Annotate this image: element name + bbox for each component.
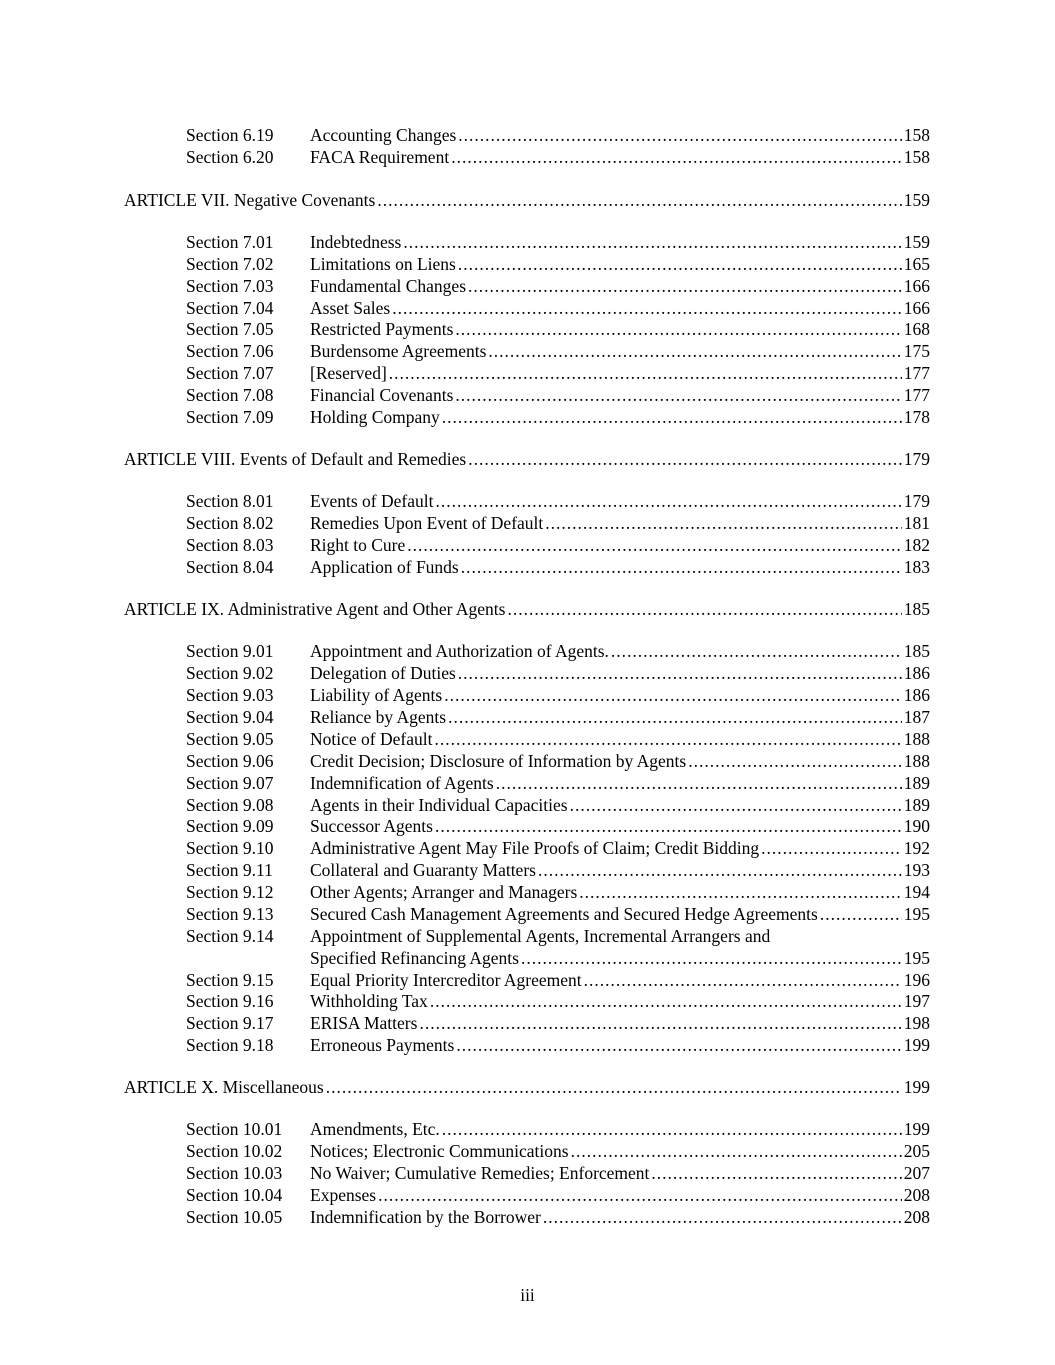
section-number: Section 7.08 bbox=[186, 385, 274, 405]
page-number: 179 bbox=[903, 449, 930, 469]
toc-section-row[interactable] bbox=[186, 1206, 930, 1228]
article-title: ARTICLE VIII. Events of Default and Remedies bbox=[124, 449, 467, 469]
section-title: Limitations on Liens bbox=[310, 254, 456, 274]
section-number: Section 7.07 bbox=[186, 363, 274, 383]
dot-leader bbox=[584, 969, 902, 991]
section-number: Section 6.19 bbox=[186, 125, 274, 145]
section-number: Section 10.02 bbox=[186, 1141, 283, 1161]
section-number: Section 9.18 bbox=[186, 1035, 274, 1055]
section-title: Remedies Upon Event of Default bbox=[310, 513, 544, 533]
toc-section-row[interactable] bbox=[186, 231, 930, 253]
page-number: 195 bbox=[903, 904, 930, 924]
section-number: Section 8.04 bbox=[186, 557, 274, 577]
section-title-continuation: Specified Refinancing Agents bbox=[310, 948, 519, 968]
toc-section-row[interactable] bbox=[186, 1012, 930, 1034]
section-number: Section 9.17 bbox=[186, 1013, 274, 1033]
toc-article-row[interactable] bbox=[124, 598, 930, 620]
page-number: 195 bbox=[903, 948, 930, 968]
section-number: Section 10.04 bbox=[186, 1185, 283, 1205]
toc-section-row[interactable] bbox=[186, 925, 930, 947]
section-title: Successor Agents bbox=[310, 816, 433, 836]
section-title: Asset Sales bbox=[310, 298, 391, 318]
section-number: Section 9.03 bbox=[186, 685, 274, 705]
section-title: Notice of Default bbox=[310, 729, 433, 749]
page-number: 181 bbox=[903, 513, 930, 533]
toc-article-row[interactable] bbox=[124, 448, 930, 470]
section-title: Agents in their Individual Capacities bbox=[310, 795, 568, 815]
dot-leader bbox=[392, 297, 902, 319]
toc-section-row[interactable] bbox=[186, 903, 930, 925]
section-number: Section 9.15 bbox=[186, 970, 274, 990]
toc-section-row[interactable] bbox=[186, 990, 930, 1012]
section-number: Section 7.09 bbox=[186, 407, 274, 427]
dot-leader bbox=[545, 512, 901, 534]
toc-section-row[interactable] bbox=[186, 512, 930, 534]
toc-section-row[interactable] bbox=[186, 1184, 930, 1206]
section-number: Section 8.01 bbox=[186, 491, 274, 511]
dot-leader bbox=[442, 1118, 902, 1140]
toc-section-row[interactable] bbox=[186, 662, 930, 684]
page-number: 186 bbox=[903, 663, 930, 683]
toc-section-row[interactable] bbox=[186, 1118, 930, 1140]
dot-leader bbox=[488, 340, 901, 362]
page-number: 183 bbox=[903, 557, 930, 577]
dot-leader bbox=[461, 556, 902, 578]
toc-section-row[interactable] bbox=[186, 534, 930, 556]
page-number: 196 bbox=[903, 970, 930, 990]
page-number: 178 bbox=[903, 407, 930, 427]
page-number: 197 bbox=[903, 991, 930, 1011]
toc-section-row[interactable] bbox=[186, 684, 930, 706]
section-title: ERISA Matters bbox=[310, 1013, 418, 1033]
page-number: 194 bbox=[903, 882, 930, 902]
toc-section-row[interactable] bbox=[186, 318, 930, 340]
section-number: Section 10.05 bbox=[186, 1207, 283, 1227]
section-title: Equal Priority Intercreditor Agreement bbox=[310, 970, 582, 990]
dot-leader bbox=[507, 598, 901, 620]
section-number: Section 9.11 bbox=[186, 860, 273, 880]
dot-leader bbox=[435, 490, 901, 512]
dot-leader bbox=[378, 1184, 902, 1206]
section-title: Reliance by Agents bbox=[310, 707, 447, 727]
toc-section-row[interactable] bbox=[186, 362, 930, 384]
article-title: ARTICLE VII. Negative Covenants bbox=[124, 190, 376, 210]
dot-leader bbox=[456, 1034, 901, 1056]
page-number: 165 bbox=[903, 254, 930, 274]
section-number: Section 7.06 bbox=[186, 341, 274, 361]
section-number: Section 9.02 bbox=[186, 663, 274, 683]
dot-leader bbox=[496, 772, 902, 794]
dot-leader bbox=[430, 990, 902, 1012]
dot-leader bbox=[543, 1206, 902, 1228]
section-title: Collateral and Guaranty Matters bbox=[310, 860, 536, 880]
dot-leader bbox=[444, 684, 902, 706]
section-title: Financial Covenants bbox=[310, 385, 454, 405]
dot-leader bbox=[377, 189, 901, 211]
dot-leader bbox=[820, 903, 902, 925]
dot-leader bbox=[538, 859, 902, 881]
toc-section-row[interactable] bbox=[186, 1140, 930, 1162]
toc-article-row[interactable] bbox=[124, 189, 930, 211]
section-title: Notices; Electronic Communications bbox=[310, 1141, 569, 1161]
dot-leader bbox=[521, 947, 902, 969]
page-number: 186 bbox=[903, 685, 930, 705]
page-number: 199 bbox=[903, 1119, 930, 1139]
section-number: Section 9.07 bbox=[186, 773, 274, 793]
section-title: Burdensome Agreements bbox=[310, 341, 487, 361]
section-title: Appointment and Authorization of Agents. bbox=[310, 641, 609, 661]
dot-leader bbox=[435, 815, 902, 837]
section-title: Credit Decision; Disclosure of Information by Agents bbox=[310, 751, 687, 771]
page-number: 190 bbox=[903, 816, 930, 836]
toc-section-row[interactable] bbox=[186, 124, 930, 146]
dot-leader bbox=[688, 750, 902, 772]
toc-section-row[interactable] bbox=[186, 253, 930, 275]
dot-leader bbox=[448, 706, 902, 728]
section-number: Section 9.04 bbox=[186, 707, 274, 727]
section-title: Indebtedness bbox=[310, 232, 402, 252]
dot-leader bbox=[434, 728, 901, 750]
toc-section-row[interactable] bbox=[186, 490, 930, 512]
section-number: Section 7.03 bbox=[186, 276, 274, 296]
section-number: Section 9.06 bbox=[186, 751, 274, 771]
toc-section-continuation-row[interactable] bbox=[310, 947, 930, 969]
page-number: 159 bbox=[903, 190, 930, 210]
toc-section-row[interactable] bbox=[186, 815, 930, 837]
page-number: 158 bbox=[903, 125, 930, 145]
section-number: Section 9.12 bbox=[186, 882, 274, 902]
article-title: ARTICLE IX. Administrative Agent and Other Agents bbox=[124, 599, 506, 619]
section-title: Amendments, Etc. bbox=[310, 1119, 440, 1139]
toc-section-row[interactable] bbox=[186, 969, 930, 991]
section-title: Events of Default bbox=[310, 491, 434, 511]
toc-section-row[interactable] bbox=[186, 146, 930, 168]
section-title: [Reserved] bbox=[310, 363, 387, 383]
toc-section-row[interactable] bbox=[186, 1034, 930, 1056]
toc-section-row[interactable] bbox=[186, 859, 930, 881]
toc-section-row[interactable] bbox=[186, 750, 930, 772]
section-title: Expenses bbox=[310, 1185, 377, 1205]
section-number: Section 9.16 bbox=[186, 991, 274, 1011]
page-number: 189 bbox=[903, 795, 930, 815]
dot-leader bbox=[611, 640, 902, 662]
page-number: 208 bbox=[903, 1207, 930, 1227]
page-number: 207 bbox=[903, 1163, 930, 1183]
toc-article-row[interactable] bbox=[124, 1076, 930, 1098]
page-number: 188 bbox=[903, 729, 930, 749]
section-title: Holding Company bbox=[310, 407, 440, 427]
toc-section-row[interactable] bbox=[186, 881, 930, 903]
dot-leader bbox=[455, 384, 901, 406]
section-title: Indemnification of Agents bbox=[310, 773, 494, 793]
dot-leader bbox=[419, 1012, 901, 1034]
dot-leader bbox=[458, 124, 901, 146]
toc-section-row[interactable] bbox=[186, 275, 930, 297]
dot-leader bbox=[389, 362, 902, 384]
dot-leader bbox=[571, 1140, 902, 1162]
page-number: 192 bbox=[903, 838, 930, 858]
article-title: ARTICLE X. Miscellaneous bbox=[124, 1077, 324, 1097]
page-number: 177 bbox=[903, 385, 930, 405]
toc-section-row[interactable] bbox=[186, 728, 930, 750]
page-number: 177 bbox=[903, 363, 930, 383]
dot-leader bbox=[455, 318, 901, 340]
section-title: Right to Cure bbox=[310, 535, 406, 555]
toc-section-row[interactable] bbox=[186, 772, 930, 794]
page-number: 185 bbox=[903, 641, 930, 661]
section-title: Erroneous Payments bbox=[310, 1035, 455, 1055]
section-title: Appointment of Supplemental Agents, Incremental Arrangers and bbox=[310, 926, 771, 946]
dot-leader bbox=[761, 837, 902, 859]
page-number: 198 bbox=[903, 1013, 930, 1033]
page-number: 159 bbox=[903, 232, 930, 252]
page-number: 188 bbox=[903, 751, 930, 771]
page-number: 182 bbox=[903, 535, 930, 555]
section-title: Other Agents; Arranger and Managers bbox=[310, 882, 578, 902]
page-number: 158 bbox=[903, 147, 930, 167]
section-title: Accounting Changes bbox=[310, 125, 457, 145]
page-number: 189 bbox=[903, 773, 930, 793]
section-number: Section 7.01 bbox=[186, 232, 274, 252]
section-number: Section 7.05 bbox=[186, 319, 274, 339]
page-number: 168 bbox=[903, 319, 930, 339]
page-number: 185 bbox=[903, 599, 930, 619]
dot-leader bbox=[570, 794, 902, 816]
section-number: Section 9.08 bbox=[186, 795, 274, 815]
dot-leader bbox=[458, 253, 902, 275]
toc-section-row[interactable] bbox=[186, 384, 930, 406]
section-number: Section 9.14 bbox=[186, 926, 274, 946]
section-title: Withholding Tax bbox=[310, 991, 428, 1011]
section-number: Section 9.09 bbox=[186, 816, 274, 836]
section-title: Restricted Payments bbox=[310, 319, 454, 339]
dot-leader bbox=[468, 448, 902, 470]
toc-section-row[interactable] bbox=[186, 297, 930, 319]
toc-section-row[interactable] bbox=[186, 340, 930, 362]
dot-leader bbox=[403, 231, 901, 253]
toc-section-row[interactable] bbox=[186, 1162, 930, 1184]
section-title: No Waiver; Cumulative Remedies; Enforcement bbox=[310, 1163, 650, 1183]
dot-leader bbox=[651, 1162, 901, 1184]
section-title: Administrative Agent May File Proofs of Claim; Credit Bidding bbox=[310, 838, 760, 858]
page-number: 205 bbox=[903, 1141, 930, 1161]
dot-leader bbox=[407, 534, 901, 556]
toc-section-row[interactable] bbox=[186, 556, 930, 578]
page-number: 175 bbox=[903, 341, 930, 361]
dot-leader bbox=[468, 275, 902, 297]
toc-section-row[interactable] bbox=[186, 640, 930, 662]
toc-section-row[interactable] bbox=[186, 794, 930, 816]
section-title: Indemnification by the Borrower bbox=[310, 1207, 541, 1227]
dot-leader bbox=[442, 406, 902, 428]
page-number: 199 bbox=[903, 1035, 930, 1055]
toc-section-row[interactable] bbox=[186, 837, 930, 859]
section-number: Section 7.04 bbox=[186, 298, 274, 318]
page-number: 208 bbox=[903, 1185, 930, 1205]
section-number: Section 9.10 bbox=[186, 838, 274, 858]
dot-leader bbox=[458, 662, 902, 684]
page-footer-number: iii bbox=[520, 1285, 535, 1305]
section-title: Secured Cash Management Agreements and Secured Hedge Agreements bbox=[310, 904, 818, 924]
section-number: Section 7.02 bbox=[186, 254, 274, 274]
section-number: Section 9.01 bbox=[186, 641, 274, 661]
dot-leader bbox=[579, 881, 901, 903]
section-number: Section 8.02 bbox=[186, 513, 274, 533]
dot-leader bbox=[326, 1076, 902, 1098]
section-number: Section 6.20 bbox=[186, 147, 274, 167]
section-title: FACA Requirement bbox=[310, 147, 450, 167]
page-number: 193 bbox=[903, 860, 930, 880]
page-number: 166 bbox=[903, 276, 930, 296]
section-number: Section 10.03 bbox=[186, 1163, 283, 1183]
page-number: 179 bbox=[903, 491, 930, 511]
section-title: Delegation of Duties bbox=[310, 663, 456, 683]
page-number: 166 bbox=[903, 298, 930, 318]
dot-leader bbox=[451, 146, 902, 168]
section-title: Liability of Agents bbox=[310, 685, 443, 705]
section-number: Section 10.01 bbox=[186, 1119, 283, 1139]
section-number: Section 8.03 bbox=[186, 535, 274, 555]
toc-section-row[interactable] bbox=[186, 706, 930, 728]
section-title: Application of Funds bbox=[310, 557, 459, 577]
section-number: Section 9.13 bbox=[186, 904, 274, 924]
page-number: 199 bbox=[903, 1077, 930, 1097]
section-number: Section 9.05 bbox=[186, 729, 274, 749]
section-title: Fundamental Changes bbox=[310, 276, 467, 296]
page-number: 187 bbox=[903, 707, 930, 727]
toc-section-row[interactable] bbox=[186, 406, 930, 428]
